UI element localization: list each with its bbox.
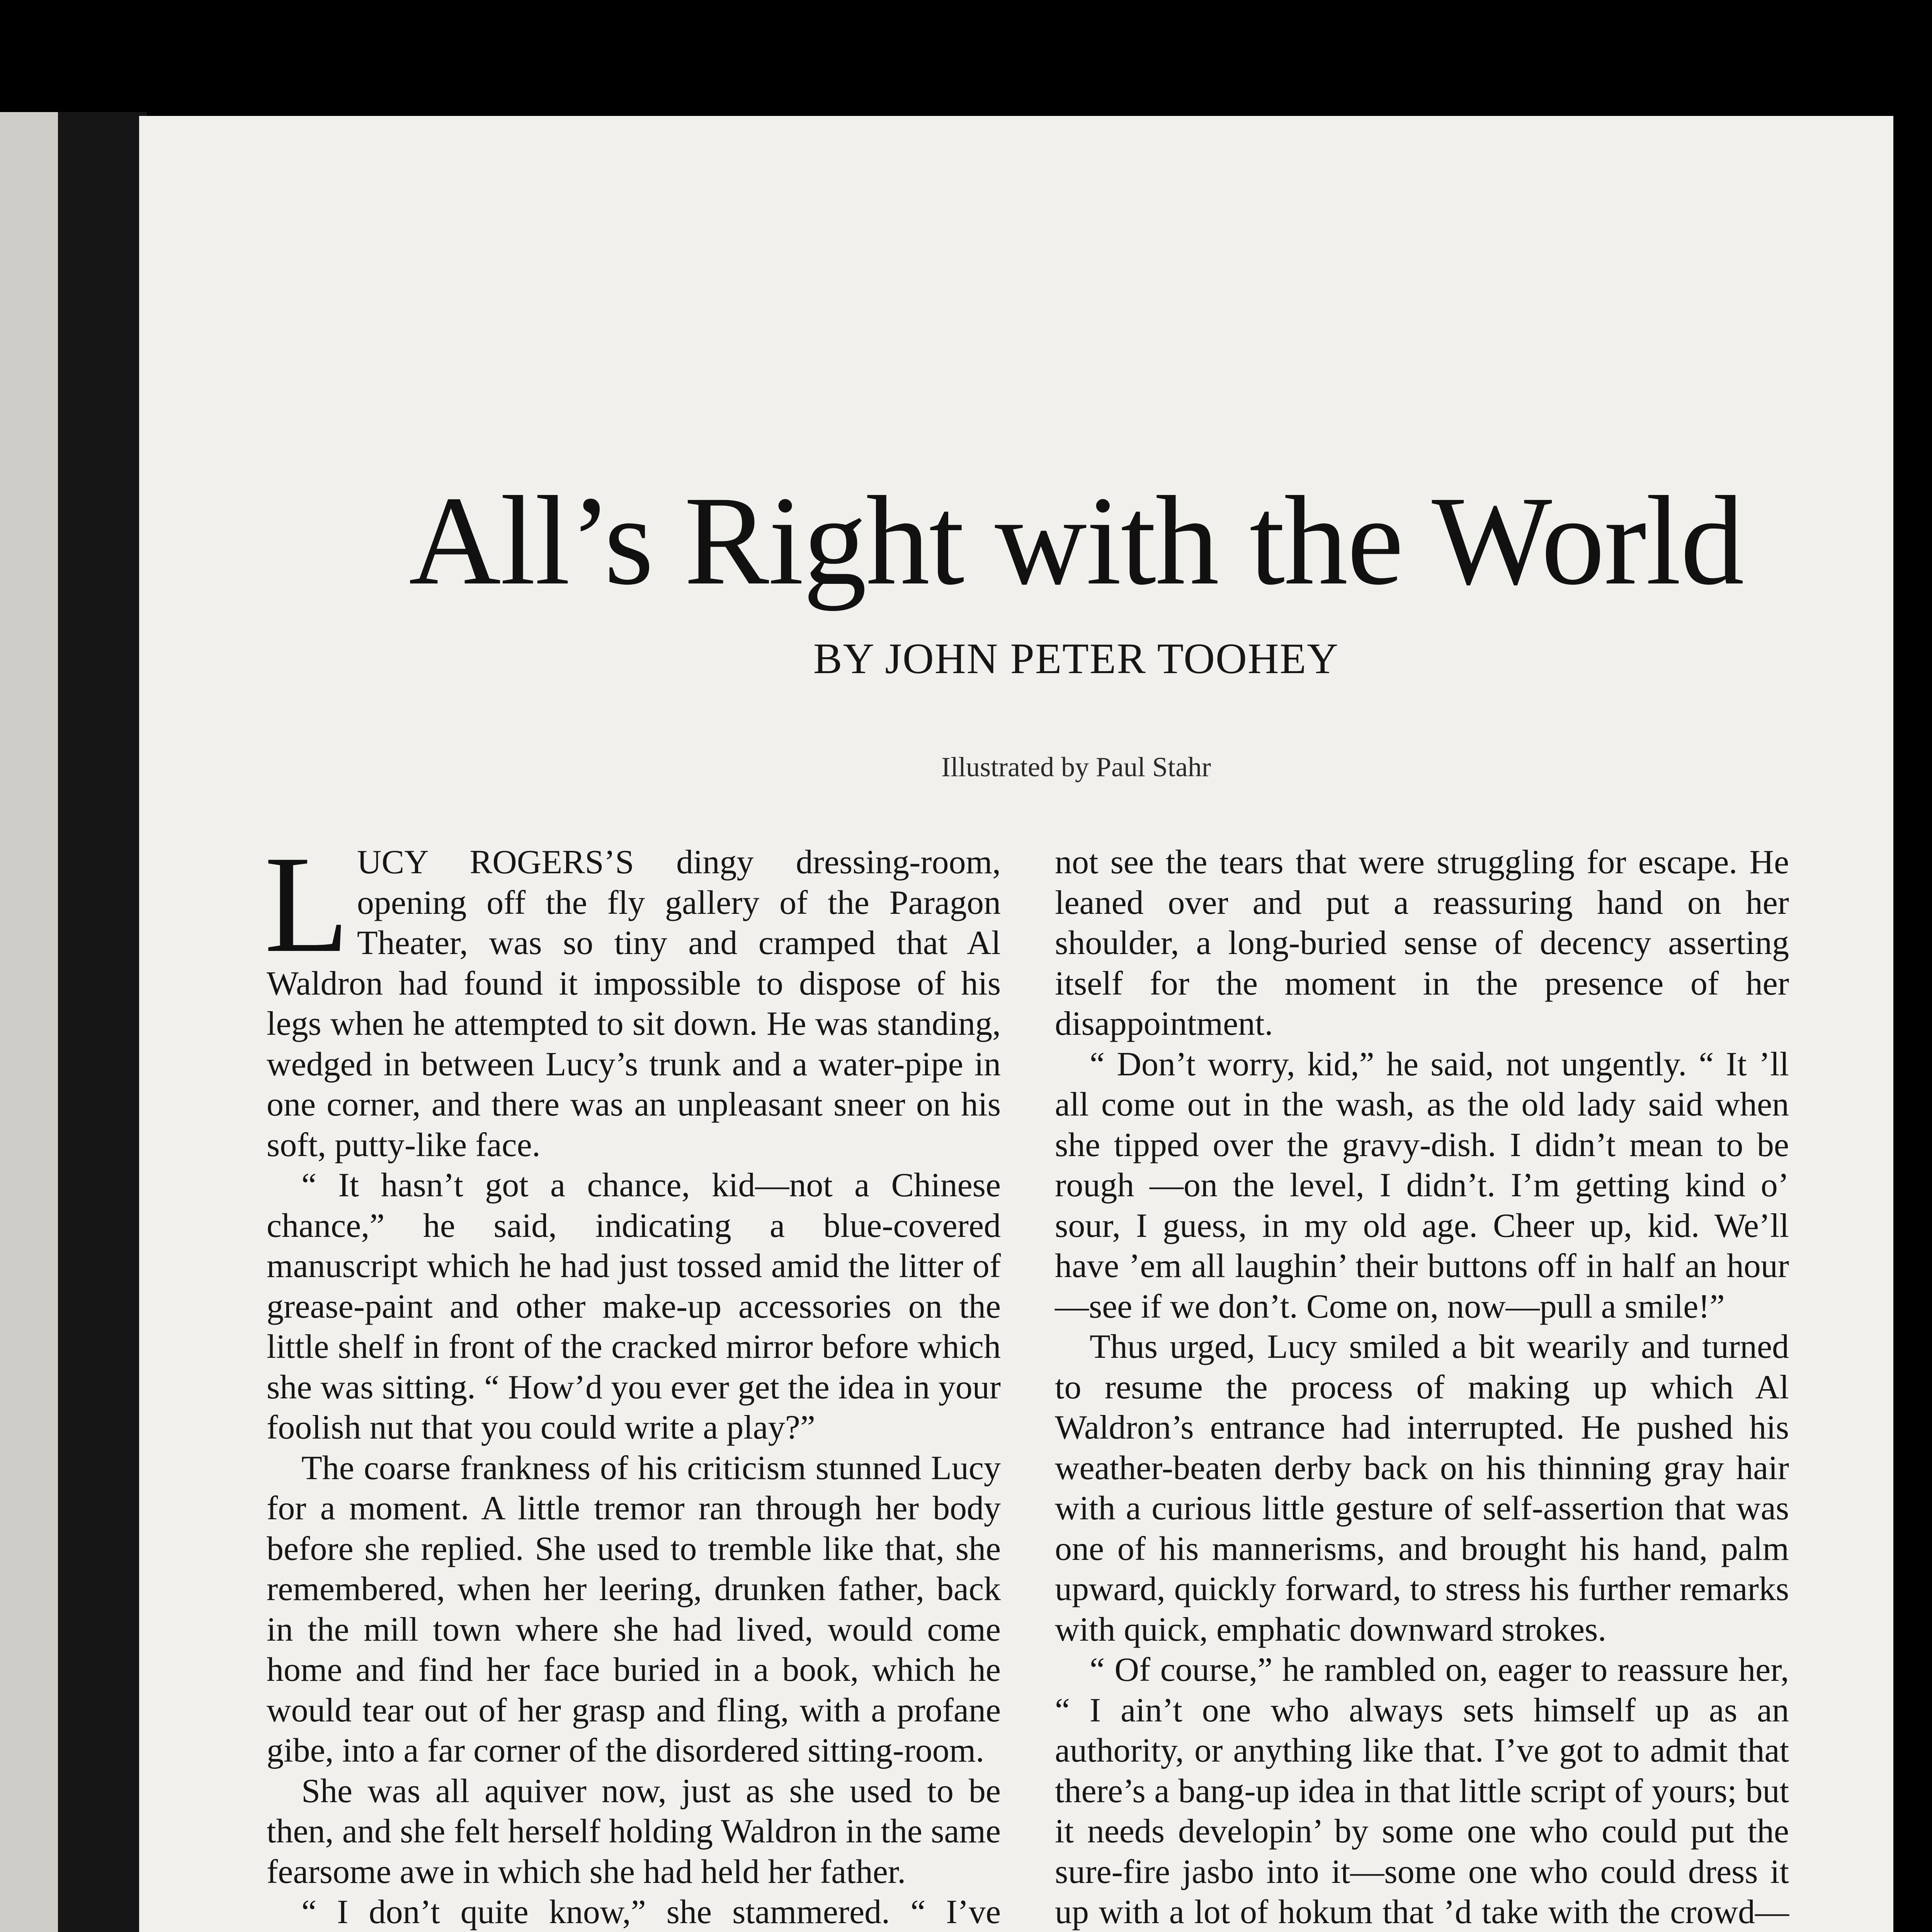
paragraph: “ Don’t worry, kid,” he said, not ungently. “ It ’ll all come out in the wash, as the old lady said when she tipped over the gravy-dish. I didn’t mean to be rough —on the level, I didn’t. I’m getting kind o’ sour, I guess, in my old age. Cheer up, kid. We’ll have ’em all laughin’ their buttons off in half an hour—see if we don’t. Come on, now—pull a smile!” [1055,1045,1789,1325]
text-column-right [1055,842,1789,1932]
article-title: All’s Right with the World [409,470,1743,611]
article-byline: BY JOHN PETER TOOHEY [813,635,1339,683]
text-column-left [264,827,1001,1932]
paragraph: “ I don’t quite know,” she stammered. “ I’ve [301,1893,1001,1931]
paragraph-text: UCY ROGERS’S dingy dressing-room, opening off the fly gallery of the Paragon Theater, was so tiny and cramped that Al Waldron had found it impossible to dispose of his legs when he attempted to sit down. He was standing, wedged in between Lucy’s trunk and a water-pipe in one corner, and there was an unpleasant sneer on his soft, putty-like face. [267,844,1001,1164]
paragraph: “ It hasn’t got a chance, kid—not a Chinese chance,” he said, indicating a blue-covered manuscript which he had just tossed amid the litter of grease-paint and other make-up accessories on the little shelf in front of the cracked mirror before which she was sitting. “ How’d you ever get the idea in your foolish nut that you could write a play?” [267,1167,1001,1446]
drop-cap: L [264,827,349,981]
binding-shadow [58,112,147,1932]
illustrator-credit: Illustrated by Paul Stahr [941,752,1211,782]
paragraph: “ Of course,” he rambled on, eager to reassure her, “ I ain’t one who always sets himself up as an authority, or anything like that. I’ve got to admit that there’s a bang-up idea in that little script of yours; but it needs developin’ by some one who could put the sure-fire jasbo into it—some one who could dress it up with a lot of hokum that ’d take with the crowd— [1055,1651,1789,1931]
paragraph: not see the tears that were struggling for escape. He leaned over and put a reassuring hand on her shoulder, a long-buried sense of decency asserting itself for the moment in the presence of her disappointment. [1055,844,1789,1043]
paragraph: Thus urged, Lucy smiled a bit wearily and turned to resume the process of making up which Al Waldron’s entrance had interrupted. He pushed his weather-beaten derby back on his thinning gray hair with a curious little gesture of self-assertion that was one of his mannerisms, and brought his hand, palm upward, quickly forward, to stress his further remarks with quick, emphatic downward strokes. [1055,1328,1789,1648]
paragraph: She was all aquiver now, just as she used to be then, and she felt herself holding Waldron in the same fearsome awe in which she had held her father. [267,1772,1001,1891]
magazine-page [139,116,1893,1932]
paragraph [264,827,1001,1165]
paragraph: The coarse frankness of his criticism stunned Lucy for a moment. A little tremor ran through her body before she replied. She used to tremble like that, she remembered, when her leering, drunken father, back in the mill town where she had lived, would come home and find her face buried in a book, which he would tear out of her grasp and fling, with a profane gibe, into a far corner of the disordered sitting-room. [267,1449,1001,1769]
